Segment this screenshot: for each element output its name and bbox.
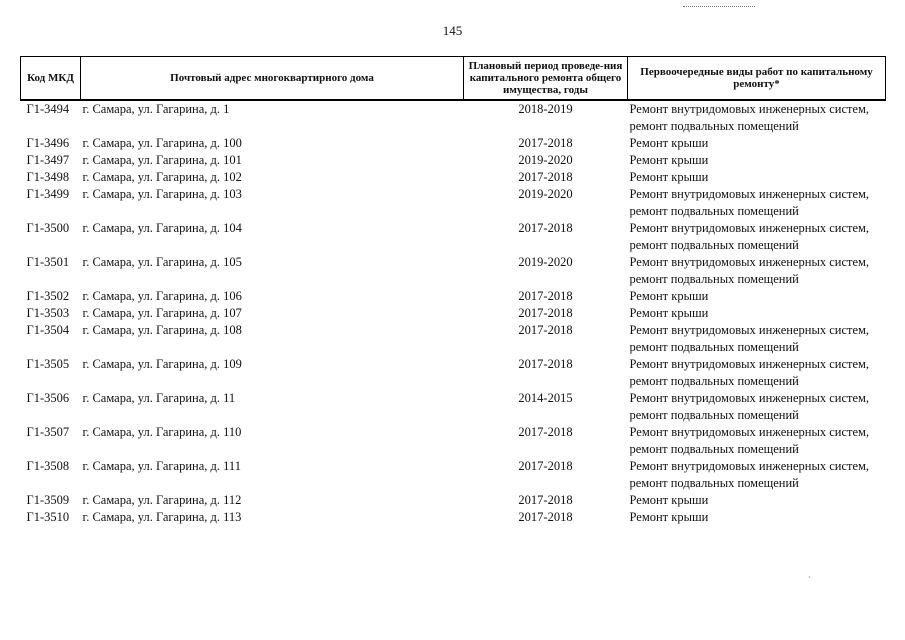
works-line: Ремонт крыши <box>629 136 709 150</box>
address-cell: г. Самара, ул. Гагарина, д. 111 <box>82 459 241 473</box>
table-row <box>21 152 886 169</box>
table-row <box>21 305 886 322</box>
table-row <box>21 322 886 356</box>
works-cell <box>628 220 886 254</box>
header-period: Плановый период проведе-ния капитального ремонта общего имущества, годы <box>464 57 628 101</box>
mkd-code-cell: Г1-3505 <box>26 357 70 371</box>
mkd-code-cell: Г1-3503 <box>26 306 70 320</box>
table-row <box>21 424 886 458</box>
page-number: 145 <box>442 23 463 38</box>
period-cell: 2014-2015 <box>518 391 573 405</box>
mkd-code-cell: Г1-3497 <box>26 153 70 167</box>
table-row <box>21 390 886 424</box>
works-cell <box>628 152 886 169</box>
address-cell: г. Самара, ул. Гагарина, д. 108 <box>82 323 242 337</box>
mkd-code-cell: Г1-3494 <box>26 102 70 116</box>
mkd-code-cell: Г1-3506 <box>26 391 70 405</box>
works-line: ремонт подвальных помещений <box>629 204 799 218</box>
mkd-code-cell: Г1-3509 <box>26 493 70 507</box>
mkd-code-cell: Г1-3508 <box>26 459 70 473</box>
works-line: Ремонт крыши <box>629 289 709 303</box>
header-address: Почтовый адрес многоквартирного дома <box>81 57 464 101</box>
works-line: Ремонт внутридомовых инженерных систем, <box>629 187 870 201</box>
table-row <box>21 356 886 390</box>
mkd-code-cell: Г1-3499 <box>26 187 70 201</box>
works-line: ремонт подвальных помещений <box>629 408 799 422</box>
works-cell <box>628 288 886 305</box>
period-cell: 2019-2020 <box>518 187 573 201</box>
mkd-code-cell: Г1-3502 <box>26 289 70 303</box>
mkd-code-cell: Г1-3501 <box>26 255 70 269</box>
address-cell: г. Самара, ул. Гагарина, д. 106 <box>82 289 242 303</box>
works-cell <box>628 390 886 424</box>
works-cell <box>628 509 886 526</box>
works-line: ремонт подвальных помещений <box>629 374 799 388</box>
period-cell: 2017-2018 <box>518 425 573 439</box>
works-line: Ремонт крыши <box>629 493 709 507</box>
period-cell: 2017-2018 <box>518 459 573 473</box>
period-cell: 2019-2020 <box>518 255 573 269</box>
works-line: Ремонт крыши <box>629 306 709 320</box>
address-cell: г. Самара, ул. Гагарина, д. 112 <box>82 493 242 507</box>
works-line: Ремонт внутридомовых инженерных систем, <box>629 255 870 269</box>
period-cell: 2017-2018 <box>518 170 573 184</box>
works-cell <box>628 424 886 458</box>
scan-mark <box>683 6 755 7</box>
works-line: ремонт подвальных помещений <box>629 476 799 490</box>
works-line: Ремонт крыши <box>629 153 709 167</box>
table-row <box>21 288 886 305</box>
works-line: Ремонт внутридомовых инженерных систем, <box>629 102 870 116</box>
table-row <box>21 169 886 186</box>
address-cell: г. Самара, ул. Гагарина, д. 104 <box>82 221 242 235</box>
address-cell: г. Самара, ул. Гагарина, д. 107 <box>82 306 242 320</box>
works-line: Ремонт внутридомовых инженерных систем, <box>629 391 870 405</box>
table-header-row <box>21 57 886 101</box>
table-row <box>21 135 886 152</box>
works-cell <box>628 305 886 322</box>
address-cell: г. Самара, ул. Гагарина, д. 110 <box>82 425 242 439</box>
period-cell: 2018-2019 <box>518 102 573 116</box>
table-row <box>21 509 886 526</box>
address-cell: г. Самара, ул. Гагарина, д. 100 <box>82 136 242 150</box>
period-cell: 2017-2018 <box>518 357 573 371</box>
period-cell: 2017-2018 <box>518 493 573 507</box>
address-cell: г. Самара, ул. Гагарина, д. 113 <box>82 510 242 524</box>
works-cell <box>628 100 886 135</box>
works-cell <box>628 135 886 152</box>
period-cell: 2017-2018 <box>518 306 573 320</box>
works-line: ремонт подвальных помещений <box>629 272 799 286</box>
period-cell: 2019-2020 <box>518 153 573 167</box>
period-cell: 2017-2018 <box>518 510 573 524</box>
period-cell: 2017-2018 <box>518 136 573 150</box>
table-row <box>21 254 886 288</box>
works-cell <box>628 169 886 186</box>
table-row <box>21 186 886 220</box>
address-cell: г. Самара, ул. Гагарина, д. 105 <box>82 255 242 269</box>
table-row <box>21 458 886 492</box>
address-cell: г. Самара, ул. Гагарина, д. 11 <box>82 391 236 405</box>
mkd-code-cell: Г1-3498 <box>26 170 70 184</box>
works-line: Ремонт внутридомовых инженерных систем, <box>629 459 870 473</box>
address-cell: г. Самара, ул. Гагарина, д. 102 <box>82 170 242 184</box>
table-row <box>21 492 886 509</box>
works-line: Ремонт крыши <box>629 510 709 524</box>
mkd-code-cell: Г1-3500 <box>26 221 70 235</box>
works-line: Ремонт внутридомовых инженерных систем, <box>629 323 870 337</box>
works-line: ремонт подвальных помещений <box>629 238 799 252</box>
works-line: Ремонт крыши <box>629 170 709 184</box>
works-cell <box>628 356 886 390</box>
address-cell: г. Самара, ул. Гагарина, д. 101 <box>82 153 242 167</box>
works-line: Ремонт внутридомовых инженерных систем, <box>629 357 870 371</box>
table-row <box>21 220 886 254</box>
works-line: ремонт подвальных помещений <box>629 340 799 354</box>
period-cell: 2017-2018 <box>518 221 573 235</box>
table-body <box>21 100 886 526</box>
address-cell: г. Самара, ул. Гагарина, д. 109 <box>82 357 242 371</box>
scan-mark: ` <box>808 575 811 585</box>
works-line: ремонт подвальных помещений <box>629 442 799 456</box>
works-line: ремонт подвальных помещений <box>629 119 799 133</box>
period-cell: 2017-2018 <box>518 323 573 337</box>
works-cell <box>628 322 886 356</box>
works-cell <box>628 492 886 509</box>
works-cell <box>628 254 886 288</box>
mkd-code-cell: Г1-3510 <box>26 510 70 524</box>
works-cell <box>628 186 886 220</box>
capital-repair-table <box>20 56 886 526</box>
works-cell <box>628 458 886 492</box>
period-cell: 2017-2018 <box>518 289 573 303</box>
header-works: Первоочередные виды работ по капитальному ремонту* <box>628 57 886 101</box>
mkd-code-cell: Г1-3507 <box>26 425 70 439</box>
address-cell: г. Самара, ул. Гагарина, д. 103 <box>82 187 242 201</box>
mkd-code-cell: Г1-3504 <box>26 323 70 337</box>
works-line: Ремонт внутридомовых инженерных систем, <box>629 425 870 439</box>
mkd-code-cell: Г1-3496 <box>26 136 70 150</box>
table-row <box>21 100 886 135</box>
address-cell: г. Самара, ул. Гагарина, д. 1 <box>82 102 230 116</box>
header-code: Код МКД <box>21 57 81 101</box>
works-line: Ремонт внутридомовых инженерных систем, <box>629 221 870 235</box>
